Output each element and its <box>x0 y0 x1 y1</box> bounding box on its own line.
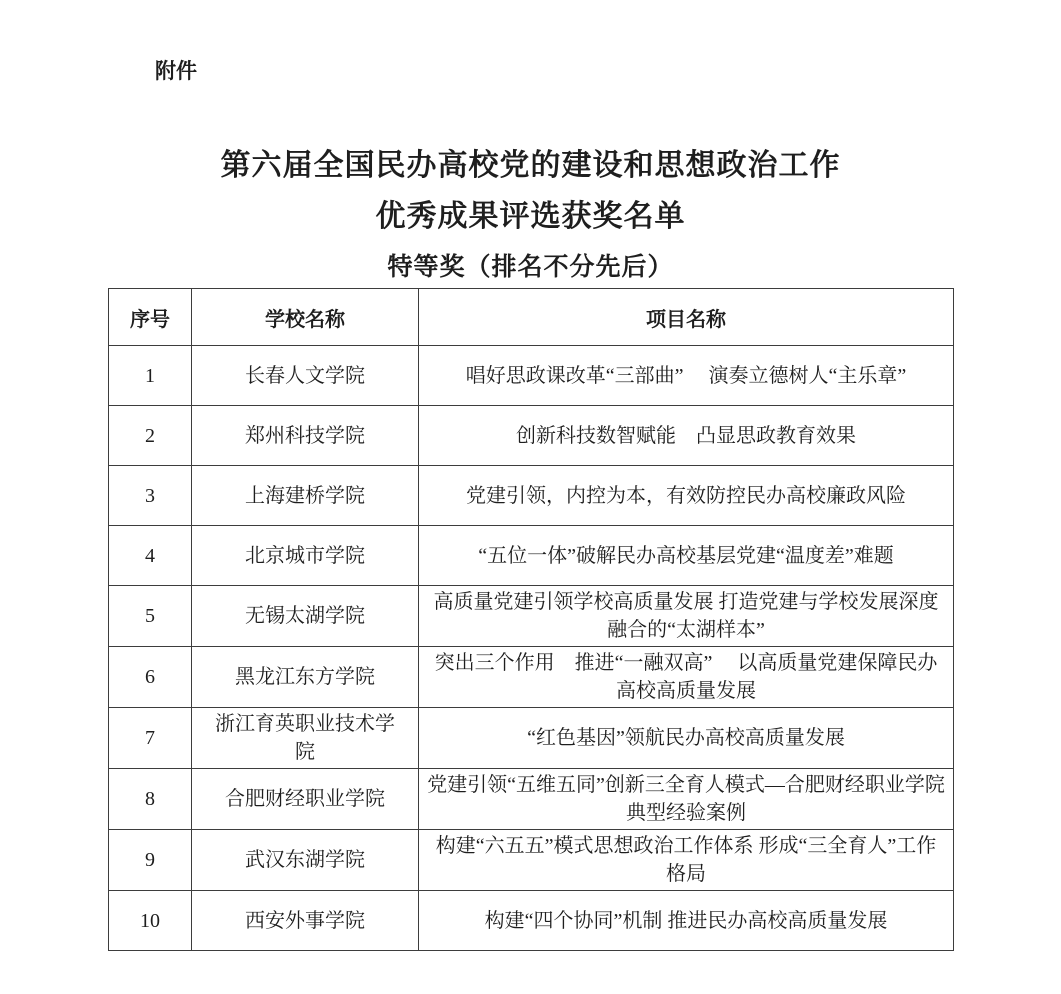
document-title-line-1: 第六届全国民办高校党的建设和思想政治工作 <box>220 149 841 182</box>
header-cell-school: 学校名称 <box>192 289 419 346</box>
project-name-cell: 党建引领，内控为本，有效防控民办高校廉政风险 <box>419 466 954 526</box>
document-subtitle: 特等奖（排名不分先后） <box>387 253 674 281</box>
awards-table <box>108 288 954 951</box>
table-row <box>109 830 954 891</box>
project-name-cell: 唱好思政课改革“三部曲” 演奏立德树人“主乐章” <box>419 346 954 406</box>
project-name-cell: “五位一体”破解民办高校基层党建“温度差”难题 <box>419 526 954 586</box>
title-block <box>0 140 1061 284</box>
header-cell-project: 项目名称 <box>419 289 954 346</box>
table-row <box>109 586 954 647</box>
row-number-cell: 3 <box>109 466 192 526</box>
project-name-cell: 突出三个作用 推进“一融双高” 以高质量党建保障民办高校高质量发展 <box>419 647 954 708</box>
school-name-cell: 西安外事学院 <box>192 891 419 951</box>
row-number-cell: 1 <box>109 346 192 406</box>
project-name-cell: 构建“四个协同”机制 推进民办高校高质量发展 <box>419 891 954 951</box>
table-row <box>109 346 954 406</box>
table-row <box>109 647 954 708</box>
school-name-cell: 上海建桥学院 <box>192 466 419 526</box>
school-name-cell: 无锡太湖学院 <box>192 586 419 647</box>
row-number-cell: 5 <box>109 586 192 647</box>
row-number-cell: 7 <box>109 708 192 769</box>
header-cell-number: 序号 <box>109 289 192 346</box>
table-row <box>109 891 954 951</box>
row-number-cell: 9 <box>109 830 192 891</box>
table-row <box>109 406 954 466</box>
school-name-cell: 北京城市学院 <box>192 526 419 586</box>
table-row <box>109 708 954 769</box>
row-number-cell: 2 <box>109 406 192 466</box>
school-name-cell: 武汉东湖学院 <box>192 830 419 891</box>
project-name-cell: 党建引领“五维五同”创新三全育人模式—合肥财经职业学院典型经验案例 <box>419 769 954 830</box>
table-row <box>109 526 954 586</box>
row-number-cell: 10 <box>109 891 192 951</box>
table-row <box>109 769 954 830</box>
document-title-line-2: 优秀成果评选获奖名单 <box>375 200 686 233</box>
project-name-cell: “红色基因”领航民办高校高质量发展 <box>419 708 954 769</box>
header-row <box>109 289 954 346</box>
school-name-cell: 长春人文学院 <box>192 346 419 406</box>
row-number-cell: 8 <box>109 769 192 830</box>
attachment-label: 附件 <box>155 60 197 83</box>
project-name-cell: 高质量党建引领学校高质量发展 打造党建与学校发展深度融合的“太湖样本” <box>419 586 954 647</box>
project-name-cell: 构建“六五五”模式思想政治工作体系 形成“三全育人”工作格局 <box>419 830 954 891</box>
school-name-cell: 黑龙江东方学院 <box>192 647 419 708</box>
school-name-cell: 浙江育英职业技术学院 <box>192 708 419 769</box>
school-name-cell: 郑州科技学院 <box>192 406 419 466</box>
table-row <box>109 466 954 526</box>
project-name-cell: 创新科技数智赋能 凸显思政教育效果 <box>419 406 954 466</box>
row-number-cell: 4 <box>109 526 192 586</box>
awards-table-body <box>109 346 954 951</box>
row-number-cell: 6 <box>109 647 192 708</box>
school-name-cell: 合肥财经职业学院 <box>192 769 419 830</box>
awards-table-header <box>109 289 954 346</box>
